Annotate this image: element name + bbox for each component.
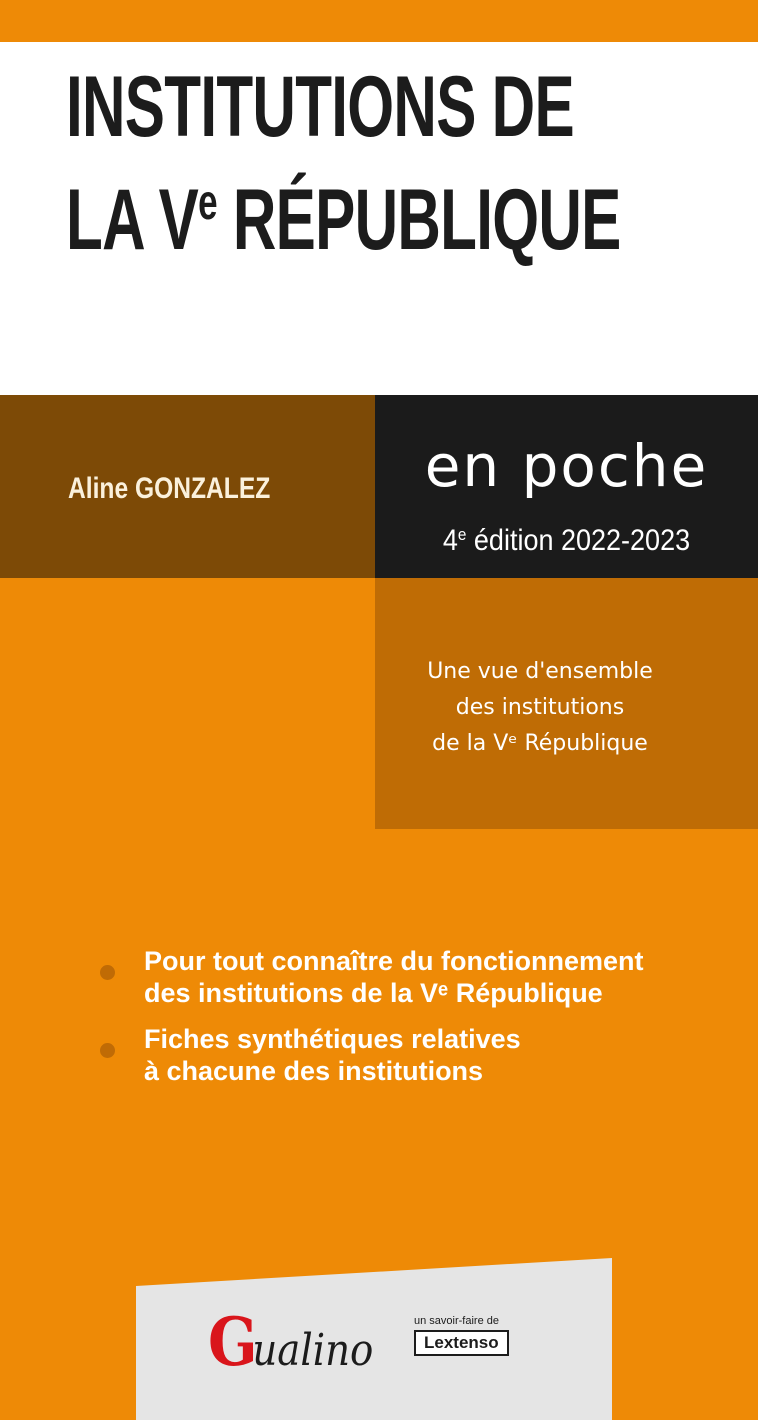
bullet-dot-icon (100, 1043, 115, 1058)
feature-line: Pour tout connaître du fonctionnement (144, 946, 644, 976)
edition-label: 4e édition 2022-2023 (442, 524, 691, 557)
feature-line: Fiches synthétiques relatives (144, 1024, 521, 1054)
feature-item (100, 945, 643, 1009)
feature-item (100, 1023, 643, 1087)
publisher-logo (208, 1303, 373, 1381)
tagline-line: Une vue d'ensemble (427, 659, 653, 684)
logo-name: ualino (252, 1325, 374, 1376)
author-name: Aline GONZALEZ (68, 472, 271, 505)
bullet-dot-icon (100, 965, 115, 980)
book-title (66, 60, 621, 268)
feature-line: des institutions de la Vᵉ République (144, 978, 603, 1008)
publisher-group (414, 1315, 538, 1356)
title-line-2: LA Ve RÉPUBLIQUE (66, 172, 621, 268)
title-line-1: INSTITUTIONS DE (66, 59, 574, 155)
tagline-line: de la Vᵉ République (432, 731, 648, 756)
group-intro: un savoir-faire de (414, 1315, 499, 1327)
logo-initial: G (208, 1303, 258, 1381)
feature-line: à chacune des institutions (144, 1056, 484, 1086)
group-logo: Lextenso (414, 1330, 509, 1356)
tagline (375, 654, 705, 762)
feature-list (100, 945, 643, 1101)
collection-name: en poche (424, 432, 709, 500)
top-band (0, 0, 758, 42)
tagline-line: des institutions (455, 695, 625, 720)
